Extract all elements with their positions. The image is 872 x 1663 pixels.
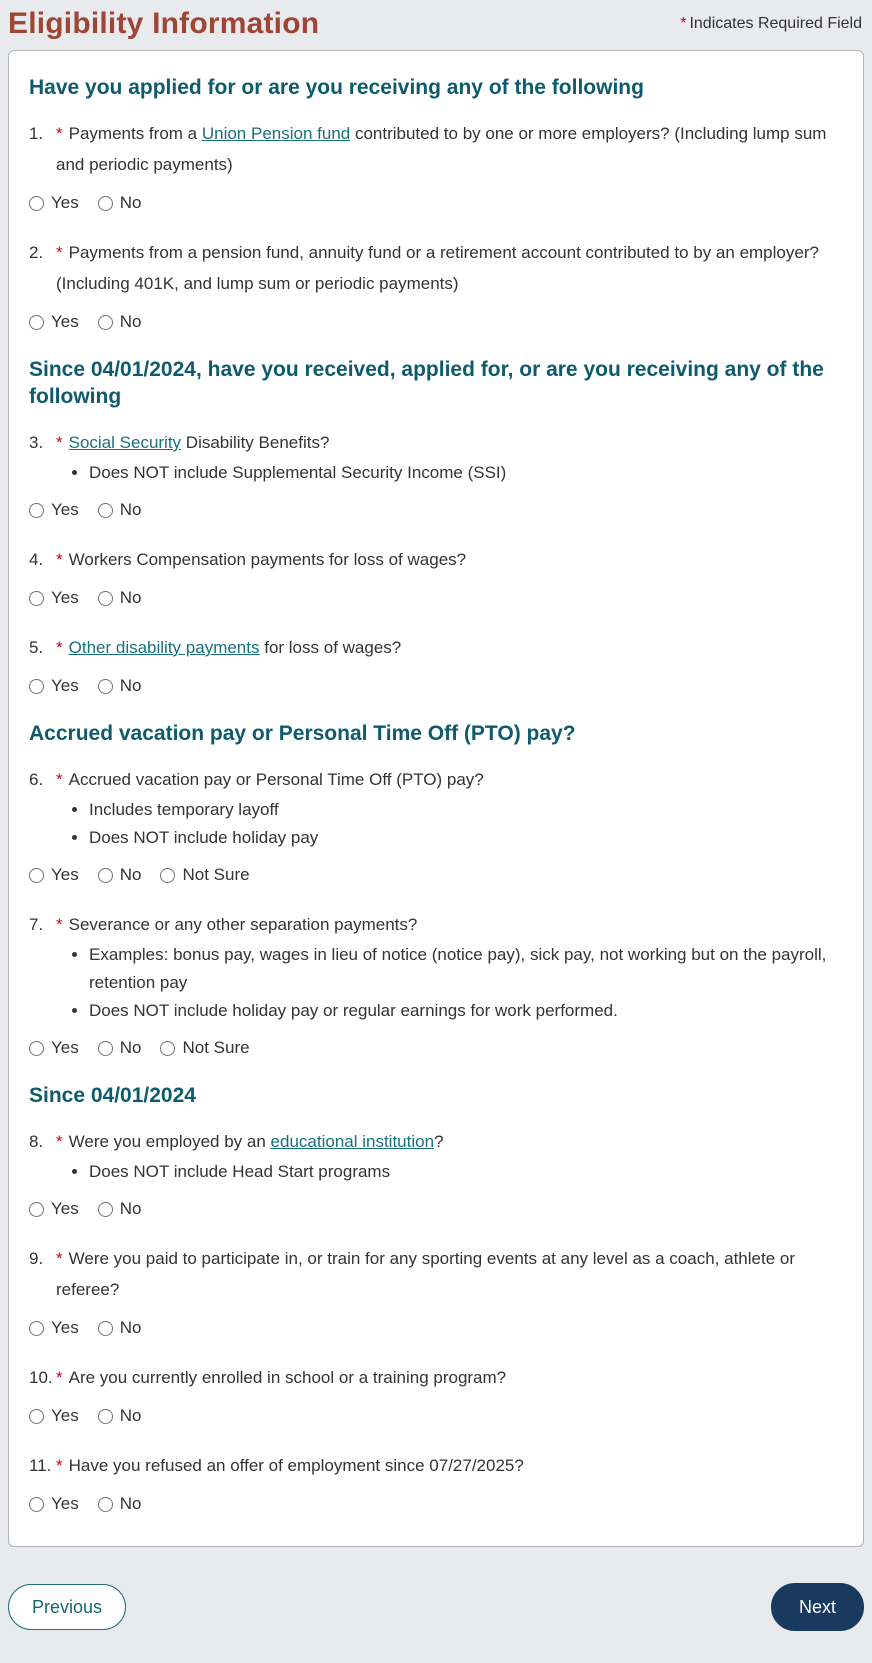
- question-block: [29, 427, 843, 520]
- question-number: 10.: [29, 1368, 53, 1387]
- radio-label[interactable]: Yes: [51, 1406, 79, 1425]
- question-text-segment: Payments from a pension fund, annuity fund or a retirement account contributed to by an employer? (Including 401K, and lump sum or periodic payments): [56, 243, 819, 293]
- radio-input[interactable]: [29, 503, 44, 518]
- question: [29, 764, 843, 852]
- radio-input[interactable]: [29, 1321, 44, 1336]
- form-section: [29, 74, 843, 332]
- radio-input[interactable]: [98, 315, 113, 330]
- radio-option[interactable]: [98, 1318, 142, 1338]
- radio-option[interactable]: [98, 193, 142, 213]
- radio-option[interactable]: [98, 1199, 142, 1219]
- radio-option[interactable]: [98, 865, 142, 885]
- question-bullets: [56, 941, 843, 1025]
- radio-label[interactable]: No: [119, 865, 142, 884]
- bullet-item: • Does NOT include Supplemental Security Income (SSI): [89, 459, 843, 487]
- question-number: 1.: [29, 124, 44, 143]
- radio-input[interactable]: [98, 1321, 113, 1336]
- question: [29, 1243, 843, 1305]
- question-text-segment: Severance or any other separation payments?: [68, 915, 418, 934]
- radio-group: [29, 1038, 843, 1058]
- radio-input[interactable]: [29, 1041, 44, 1056]
- question-text: [56, 909, 843, 1025]
- question-text-segment: contributed to by one or more employers? (Including lump sum and periodic payments): [56, 124, 827, 174]
- radio-option[interactable]: [29, 500, 79, 520]
- question-text: [56, 1362, 843, 1393]
- radio-label[interactable]: Yes: [51, 676, 79, 695]
- radio-input[interactable]: [29, 1202, 44, 1217]
- question-text: [56, 1450, 843, 1481]
- radio-option[interactable]: [29, 1199, 79, 1219]
- radio-group: [29, 500, 843, 520]
- form-section: [29, 1082, 843, 1514]
- question-bullets: [56, 1158, 843, 1186]
- question-number: 7.: [29, 915, 44, 934]
- radio-label[interactable]: No: [119, 1199, 142, 1218]
- required-asterisk: *: [56, 915, 63, 934]
- radio-option[interactable]: [98, 676, 142, 696]
- radio-label[interactable]: No: [119, 1318, 142, 1337]
- form-section: [29, 720, 843, 1058]
- radio-input[interactable]: [98, 679, 113, 694]
- question-text-segment: Were you employed by an: [68, 1132, 271, 1151]
- radio-option[interactable]: [29, 1318, 79, 1338]
- question-block: [29, 237, 843, 332]
- question: [29, 427, 843, 487]
- radio-input[interactable]: [98, 1497, 113, 1512]
- form-section: [29, 356, 843, 696]
- radio-input[interactable]: [29, 679, 44, 694]
- radio-label[interactable]: No: [119, 312, 142, 331]
- required-asterisk: *: [56, 243, 63, 262]
- radio-input[interactable]: [29, 1497, 44, 1512]
- radio-input[interactable]: [29, 315, 44, 330]
- question-number: 6.: [29, 770, 44, 789]
- question-text: [56, 764, 843, 852]
- radio-input[interactable]: [98, 1202, 113, 1217]
- radio-input[interactable]: [98, 1041, 113, 1056]
- radio-group: [29, 865, 843, 885]
- radio-option[interactable]: [98, 1406, 142, 1426]
- question-text: [56, 544, 843, 575]
- radio-group: [29, 193, 843, 213]
- previous-button[interactable]: Previous: [8, 1584, 126, 1630]
- radio-option[interactable]: [29, 588, 79, 608]
- question-text: [56, 237, 843, 299]
- radio-label[interactable]: No: [119, 1038, 142, 1057]
- question-block: [29, 632, 843, 696]
- page-header: [0, 0, 872, 42]
- radio-label[interactable]: Yes: [51, 588, 79, 607]
- question-text-segment: Have you refused an offer of employment since 07/27/2025?: [68, 1456, 524, 1475]
- radio-option[interactable]: [98, 1494, 142, 1514]
- radio-option[interactable]: [29, 312, 79, 332]
- question: [29, 544, 843, 575]
- bullet-item: • Examples: bonus pay, wages in lieu of notice (notice pay), sick pay, not working but on the payroll, retention pay: [89, 941, 843, 997]
- question-block: [29, 1243, 843, 1338]
- radio-label[interactable]: Not Sure: [182, 1038, 250, 1057]
- radio-option[interactable]: [98, 500, 142, 520]
- question-block: [29, 1450, 843, 1514]
- question-bullets: [56, 796, 843, 852]
- bullet-item: • Includes temporary layoff: [89, 796, 843, 824]
- radio-label[interactable]: Yes: [51, 1494, 79, 1513]
- section-heading: Since 04/01/2024: [29, 1084, 196, 1107]
- required-note-text: Indicates Required Field: [689, 15, 862, 32]
- radio-label[interactable]: No: [119, 193, 142, 212]
- question-number: 2.: [29, 243, 44, 262]
- required-asterisk: *: [56, 770, 63, 789]
- radio-label[interactable]: Yes: [51, 1038, 79, 1057]
- radio-option[interactable]: [98, 588, 142, 608]
- question: [29, 909, 843, 1025]
- question-text-segment: for loss of wages?: [259, 638, 402, 657]
- radio-label[interactable]: No: [119, 588, 142, 607]
- section-heading: Since 04/01/2024, have you received, applied for, or are you receiving any of the following: [29, 358, 824, 408]
- radio-input[interactable]: [29, 868, 44, 883]
- radio-label[interactable]: No: [119, 1406, 142, 1425]
- required-asterisk: *: [56, 1456, 63, 1475]
- form-navigation: [8, 1583, 864, 1631]
- question-text-segment: ?: [434, 1132, 444, 1151]
- question-text: [56, 1126, 843, 1186]
- radio-label[interactable]: Yes: [51, 500, 79, 519]
- section-heading: Have you applied for or are you receiving any of the following: [29, 76, 644, 99]
- question-number: 5.: [29, 638, 44, 657]
- question: [29, 1126, 843, 1186]
- question-number: 4.: [29, 550, 44, 569]
- radio-group: [29, 1318, 843, 1338]
- question-text-segment: Workers Compensation payments for loss of wages?: [68, 550, 467, 569]
- radio-label[interactable]: No: [119, 500, 142, 519]
- bullet-item: • Does NOT include holiday pay or regular earnings for work performed.: [89, 997, 843, 1025]
- question-block: [29, 544, 843, 608]
- radio-label[interactable]: Yes: [51, 193, 79, 212]
- question-block: [29, 909, 843, 1058]
- question-text-segment: Are you currently enrolled in school or a training program?: [68, 1368, 507, 1387]
- required-asterisk: *: [56, 124, 63, 143]
- radio-input[interactable]: [98, 591, 113, 606]
- radio-input[interactable]: [160, 868, 175, 883]
- radio-input[interactable]: [98, 1409, 113, 1424]
- radio-group: [29, 1494, 843, 1514]
- radio-label[interactable]: Yes: [51, 312, 79, 331]
- inline-link[interactable]: Social Security: [68, 433, 182, 452]
- inline-link[interactable]: Union Pension fund: [201, 124, 351, 143]
- radio-option[interactable]: [29, 865, 79, 885]
- question-number: 8.: [29, 1132, 44, 1151]
- question-text: [56, 632, 843, 663]
- question-text-segment: Payments from a: [68, 124, 202, 143]
- radio-option[interactable]: [160, 865, 249, 885]
- required-asterisk: *: [680, 15, 687, 32]
- question-number: 3.: [29, 433, 44, 452]
- question: [29, 118, 843, 180]
- required-asterisk: *: [56, 1132, 63, 1151]
- question-text-segment: Disability Benefits?: [181, 433, 330, 452]
- question-text-segment: Were you paid to participate in, or train for any sporting events at any level as a coach, athlete or referee?: [56, 1249, 795, 1299]
- radio-option[interactable]: [29, 1038, 79, 1058]
- bullet-item: • Does NOT include Head Start programs: [89, 1158, 843, 1186]
- radio-option[interactable]: [29, 193, 79, 213]
- radio-option[interactable]: [98, 312, 142, 332]
- required-asterisk: *: [56, 433, 63, 452]
- radio-option[interactable]: [29, 676, 79, 696]
- question: [29, 1362, 843, 1393]
- required-asterisk: *: [56, 1368, 63, 1387]
- question: [29, 237, 843, 299]
- radio-label[interactable]: No: [119, 1494, 142, 1513]
- required-asterisk: *: [56, 638, 63, 657]
- radio-label[interactable]: Yes: [51, 865, 79, 884]
- radio-label[interactable]: No: [119, 676, 142, 695]
- question-number: 11.: [29, 1456, 52, 1475]
- radio-option[interactable]: [160, 1038, 249, 1058]
- eligibility-form-card: [8, 50, 864, 1547]
- radio-label[interactable]: Not Sure: [182, 865, 250, 884]
- radio-group: [29, 676, 843, 696]
- question-block: [29, 1126, 843, 1219]
- question-text: [56, 1243, 843, 1305]
- radio-input[interactable]: [98, 503, 113, 518]
- bullet-item: • Does NOT include holiday pay: [89, 824, 843, 852]
- question-text: [56, 118, 843, 180]
- radio-option[interactable]: [98, 1038, 142, 1058]
- radio-label[interactable]: Yes: [51, 1318, 79, 1337]
- required-asterisk: *: [56, 1249, 63, 1268]
- question-block: [29, 1362, 843, 1426]
- page-title: Eligibility Information: [8, 7, 320, 40]
- radio-input[interactable]: [98, 868, 113, 883]
- radio-input[interactable]: [98, 196, 113, 211]
- question: [29, 632, 843, 663]
- radio-group: [29, 312, 843, 332]
- question-block: [29, 118, 843, 213]
- question-text-segment: Accrued vacation pay or Personal Time Off (PTO) pay?: [68, 770, 484, 789]
- question-text: [56, 427, 843, 487]
- next-button[interactable]: Next: [771, 1583, 864, 1631]
- radio-group: [29, 1406, 843, 1426]
- question: [29, 1450, 843, 1481]
- radio-option[interactable]: [29, 1406, 79, 1426]
- question-number: 9.: [29, 1249, 44, 1268]
- radio-group: [29, 588, 843, 608]
- question-bullets: [56, 459, 843, 487]
- inline-link[interactable]: Other disability payments: [68, 638, 260, 657]
- radio-option[interactable]: [29, 1494, 79, 1514]
- required-field-note: [680, 15, 862, 33]
- radio-group: [29, 1199, 843, 1219]
- radio-input[interactable]: [160, 1041, 175, 1056]
- section-heading: Accrued vacation pay or Personal Time Off (PTO) pay?: [29, 722, 576, 745]
- radio-input[interactable]: [29, 1409, 44, 1424]
- radio-input[interactable]: [29, 591, 44, 606]
- required-asterisk: *: [56, 550, 63, 569]
- question-block: [29, 764, 843, 885]
- radio-input[interactable]: [29, 196, 44, 211]
- inline-link[interactable]: educational institution: [270, 1132, 435, 1151]
- radio-label[interactable]: Yes: [51, 1199, 79, 1218]
